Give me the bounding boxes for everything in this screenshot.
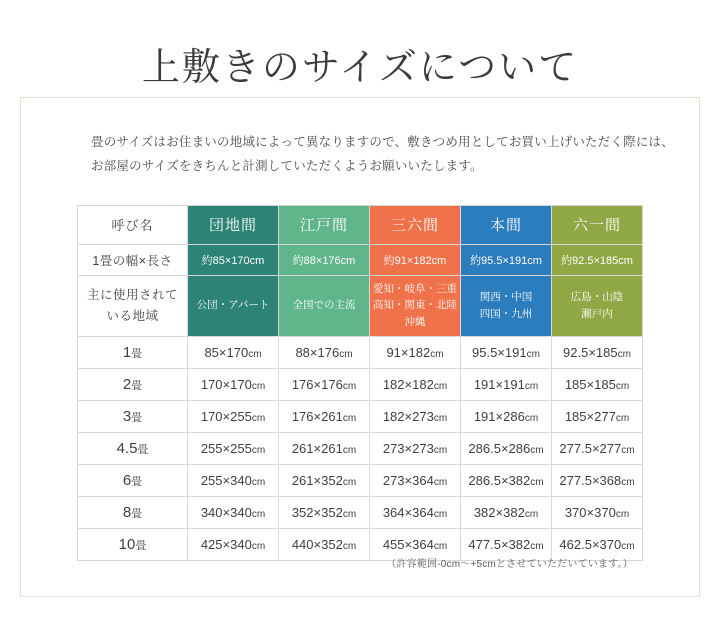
- cell-r3-c0: 255×255cm: [188, 432, 279, 464]
- cell-r2-c4: 185×277cm: [552, 400, 643, 432]
- cell-r5-c4: 370×370cm: [552, 496, 643, 528]
- cell-r3-c4: 277.5×277cm: [552, 432, 643, 464]
- cell-r6-c1: 440×352cm: [279, 528, 370, 560]
- row-label-5: 8畳: [78, 496, 188, 528]
- header-col-1: 江戸間: [279, 205, 370, 244]
- region-0: 公団・アパート: [188, 275, 279, 336]
- unit-size-0: 約85×170cm: [188, 244, 279, 275]
- content-frame: [20, 97, 700, 597]
- table-header-row: [78, 205, 643, 244]
- cell-r0-c3: 95.5×191cm: [461, 336, 552, 368]
- header-col-2: 三六間: [370, 205, 461, 244]
- header-corner-label: 呼び名: [78, 205, 188, 244]
- table-row: [78, 496, 643, 528]
- cell-r0-c1: 88×176cm: [279, 336, 370, 368]
- cell-r5-c2: 364×364cm: [370, 496, 461, 528]
- cell-r1-c0: 170×170cm: [188, 368, 279, 400]
- table-row: [78, 368, 643, 400]
- cell-r3-c1: 261×261cm: [279, 432, 370, 464]
- lead-line-2: お部屋のサイズをきちんと計測していただくようお願いいたします。: [91, 159, 483, 174]
- table-row: [78, 400, 643, 432]
- cell-r4-c0: 255×340cm: [188, 464, 279, 496]
- row-label-4: 6畳: [78, 464, 188, 496]
- lead-line-1: 畳のサイズはお住まいの地域によって異なりますので、敷きつめ用としてお買い上げいただく際には、: [91, 135, 674, 149]
- cell-r4-c3: 286.5×382cm: [461, 464, 552, 496]
- cell-r3-c2: 273×273cm: [370, 432, 461, 464]
- table-data-rows: [78, 336, 643, 560]
- cell-r4-c4: 277.5×368cm: [552, 464, 643, 496]
- row-label-1: 2畳: [78, 368, 188, 400]
- header-col-4: 六一間: [552, 205, 643, 244]
- row-unit-size: [78, 244, 643, 275]
- region-1: 全国での主流: [279, 275, 370, 336]
- cell-r0-c0: 85×170cm: [188, 336, 279, 368]
- region-3: 関西・中国 四国・九州: [461, 275, 552, 336]
- cell-r6-c3: 477.5×382cm: [461, 528, 552, 560]
- cell-r6-c2: 455×364cm: [370, 528, 461, 560]
- cell-r0-c4: 92.5×185cm: [552, 336, 643, 368]
- cell-r2-c2: 182×273cm: [370, 400, 461, 432]
- row-label-2: 3畳: [78, 400, 188, 432]
- unit-size-1: 約88×176cm: [279, 244, 370, 275]
- lead-paragraph: [21, 98, 699, 179]
- cell-r5-c0: 340×340cm: [188, 496, 279, 528]
- cell-r6-c0: 425×340cm: [188, 528, 279, 560]
- unit-size-3: 約95.5×191cm: [461, 244, 552, 275]
- row-regions: [78, 275, 643, 336]
- cell-r6-c4: 462.5×370cm: [552, 528, 643, 560]
- row-label-3: 4.5畳: [78, 432, 188, 464]
- row-regions-label: 主に使用されて いる地域: [78, 275, 188, 336]
- cell-r4-c2: 273×364cm: [370, 464, 461, 496]
- cell-r2-c0: 170×255cm: [188, 400, 279, 432]
- tolerance-note: （許容範囲-0cm～+5cmとさせていただいています。）: [386, 559, 633, 570]
- cell-r4-c1: 261×352cm: [279, 464, 370, 496]
- cell-r1-c1: 176×176cm: [279, 368, 370, 400]
- table-row: [78, 464, 643, 496]
- table-row: [78, 336, 643, 368]
- region-4: 広島・山陰 瀬戸内: [552, 275, 643, 336]
- header-col-0: 団地間: [188, 205, 279, 244]
- header-col-3: 本間: [461, 205, 552, 244]
- cell-r3-c3: 286.5×286cm: [461, 432, 552, 464]
- unit-size-4: 約92.5×185cm: [552, 244, 643, 275]
- unit-size-2: 約91×182cm: [370, 244, 461, 275]
- tatami-size-table: [77, 205, 643, 561]
- cell-r5-c1: 352×352cm: [279, 496, 370, 528]
- row-unit-size-label: 1畳の幅×長さ: [78, 244, 188, 275]
- cell-r1-c4: 185×185cm: [552, 368, 643, 400]
- page-title: 上敷きのサイズについて: [141, 47, 579, 89]
- cell-r1-c2: 182×182cm: [370, 368, 461, 400]
- row-label-6: 10畳: [78, 528, 188, 560]
- row-label-0: 1畳: [78, 336, 188, 368]
- region-2: 愛知・岐阜・三重 高知・関東・北陸 沖縄: [370, 275, 461, 336]
- table-row: [78, 432, 643, 464]
- cell-r2-c3: 191×286cm: [461, 400, 552, 432]
- cell-r5-c3: 382×382cm: [461, 496, 552, 528]
- cell-r1-c3: 191×191cm: [461, 368, 552, 400]
- cell-r0-c2: 91×182cm: [370, 336, 461, 368]
- cell-r2-c1: 176×261cm: [279, 400, 370, 432]
